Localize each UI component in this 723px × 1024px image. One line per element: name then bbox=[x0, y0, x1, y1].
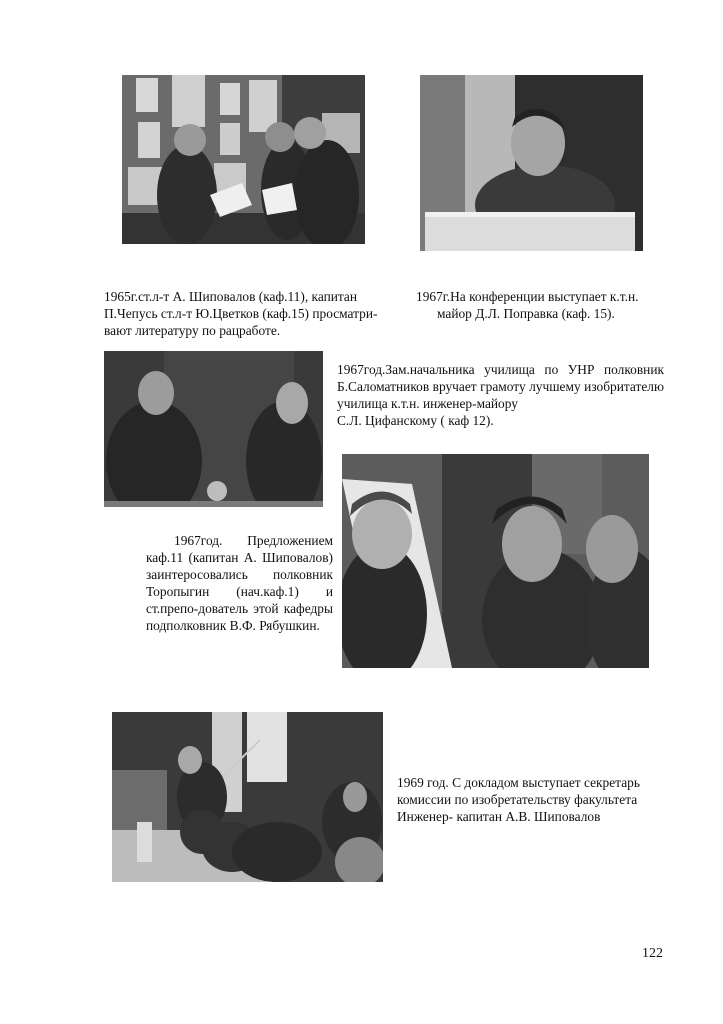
caption-line: вают литературу по рацработе. bbox=[104, 323, 281, 338]
caption-line: комиссии по изобретательству факультета bbox=[397, 792, 638, 807]
photo-award-handshake bbox=[104, 351, 323, 507]
caption-paragraph: 1967год. Предложением каф.11 (капитан А. Шиповалов) заинтеросовались полковник Торопыгин (нач.каф.1) и ст.препо-дователь этой кафедры подполковник В.Ф. Рябушкин. bbox=[146, 533, 333, 633]
photo-speaker-podium bbox=[420, 75, 643, 251]
page-number: 122 bbox=[642, 946, 663, 961]
caption-1967-conference bbox=[416, 288, 676, 322]
caption-line: С.Л. Цифанскому ( каф 12). bbox=[337, 413, 494, 428]
photo-officers-reading bbox=[122, 75, 365, 244]
caption-line: П.Чепусь ст.л-т Ю.Цветков (каф.15) просматри- bbox=[104, 306, 378, 321]
caption-1969-report bbox=[397, 774, 677, 825]
photo-meeting-report bbox=[112, 712, 383, 882]
caption-line: 1965г.ст.л-т А. Шиповалов (каф.11), капитан bbox=[104, 289, 358, 304]
caption-line: 1969 год. С докладом выступает секретарь bbox=[397, 775, 640, 790]
caption-line: Инженер- капитан А.В. Шиповалов bbox=[397, 809, 601, 824]
caption-paragraph: 1967год.Зам.начальника училища по УНР полковник Б.Саломатников вручает грамоту лучшему изобритателю училища к.т.н. инженер-майору bbox=[337, 362, 664, 411]
caption-line: майор Д.Л. Поправка (каф. 15). bbox=[437, 306, 615, 321]
caption-line: 1967г.На конференции выступает к.т.н. bbox=[416, 289, 639, 304]
photo-officers-chart bbox=[342, 454, 649, 668]
caption-1965-literature bbox=[104, 288, 414, 339]
caption-1967-award bbox=[337, 361, 664, 429]
caption-1967-proposal bbox=[146, 532, 333, 634]
